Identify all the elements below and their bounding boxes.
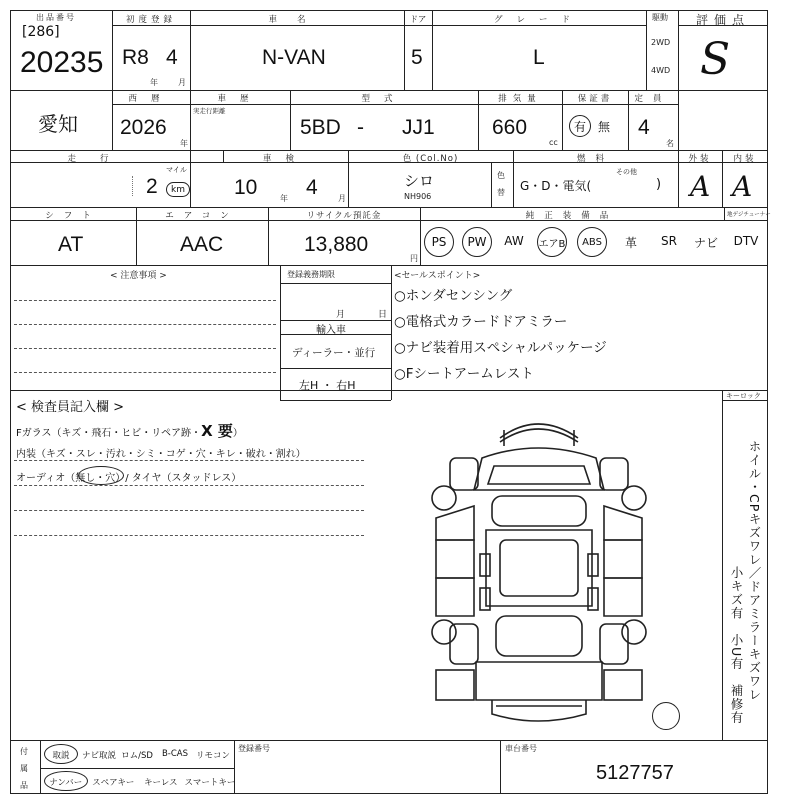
drive-4wd: 4WD bbox=[651, 66, 671, 75]
year-label: 西暦 bbox=[128, 94, 174, 104]
inspection-year-unit: 年 bbox=[280, 194, 288, 203]
car-rear bbox=[476, 662, 602, 721]
header-line bbox=[280, 283, 391, 284]
displacement-label: 排気量 bbox=[498, 94, 542, 104]
accessory-item: ナビ取説 bbox=[81, 751, 116, 761]
accessories-row-2 bbox=[42, 771, 236, 793]
year-value: 2026 bbox=[120, 116, 167, 139]
model-code-dash: - bbox=[357, 116, 364, 139]
score-label: 評価点 bbox=[695, 13, 750, 27]
car-side-right bbox=[600, 458, 642, 700]
door-label: ドア bbox=[409, 15, 427, 25]
model-code-prefix: 5BD bbox=[300, 116, 341, 139]
inspection-year: 10 bbox=[234, 176, 258, 199]
equipment-AW: AW bbox=[504, 234, 524, 248]
notes-bottom bbox=[10, 390, 768, 391]
row4-bottom bbox=[10, 265, 768, 266]
model-name: N-VAN bbox=[262, 46, 326, 69]
car-diagram bbox=[420, 410, 660, 740]
inspector-line3: オーディオ（無し・穴）/ タイヤ（スタッドレス） bbox=[16, 473, 242, 484]
divider bbox=[678, 90, 679, 150]
color-change-1: 色 bbox=[497, 171, 505, 180]
caution-line bbox=[14, 348, 276, 349]
accessory-item: キーレス bbox=[143, 778, 178, 788]
reg-deadline-label: 登録義務期限 bbox=[287, 270, 335, 279]
reg-number-label: 登録番号 bbox=[238, 744, 270, 753]
yen-unit: 円 bbox=[410, 254, 418, 263]
color-value: シロ bbox=[404, 172, 435, 190]
cc-unit: cc bbox=[549, 138, 558, 147]
accessory-circle bbox=[44, 771, 88, 791]
mileage-label: 走行 bbox=[67, 154, 133, 164]
header-line bbox=[280, 368, 391, 369]
model-code-label: 型式 bbox=[361, 94, 407, 104]
import-hand: 左H ・ 右H bbox=[299, 379, 356, 392]
month-unit: 月 bbox=[178, 78, 186, 87]
equipment-label: 純正装備品 bbox=[525, 211, 619, 221]
recycle-label: リサイクル預託金 bbox=[306, 211, 382, 221]
ac-label: エアコン bbox=[165, 211, 239, 221]
row2-bottom bbox=[10, 150, 768, 151]
car-front-body bbox=[474, 448, 604, 490]
lot-code: [286] bbox=[22, 24, 60, 40]
ac-value: AAC bbox=[180, 233, 224, 256]
mileage-value: 2 bbox=[146, 175, 158, 198]
equipment-DTV: DTV bbox=[733, 234, 759, 248]
year-unit: 年 bbox=[150, 78, 158, 87]
inspector-line2: 内装（キズ・スレ・汚れ・シミ・コゲ・穴・キレ・破れ・割れ） bbox=[16, 449, 306, 460]
history-note: 実走行距離 bbox=[193, 107, 226, 115]
row3-bottom bbox=[10, 207, 768, 208]
sales-point: ○電格式カラードドアミラー bbox=[394, 314, 568, 330]
divider bbox=[190, 150, 191, 207]
vertical-notes-2: 小キズ有 小U有 補修有 bbox=[729, 566, 744, 725]
inspector-line bbox=[14, 485, 364, 486]
caution-line bbox=[14, 324, 276, 325]
capacity-unit: 名 bbox=[666, 139, 674, 148]
digital-tv-label: 地デジチューナー bbox=[727, 212, 771, 218]
grade-label: グレード bbox=[493, 15, 584, 25]
capacity-label: 定員 bbox=[634, 94, 672, 104]
caution-label: < 注意事項 > bbox=[110, 271, 167, 281]
color-label: 色 (Col.No) bbox=[402, 154, 459, 164]
footer-top bbox=[10, 740, 768, 741]
equipment-row bbox=[420, 220, 768, 265]
displacement-value: 660 bbox=[492, 116, 528, 139]
accessories-row-1 bbox=[42, 744, 232, 766]
car-cabin bbox=[480, 496, 598, 656]
mileage-unit-mile: マイル bbox=[166, 166, 187, 174]
model-code-suffix: JJ1 bbox=[402, 116, 435, 139]
fglass-close: ） bbox=[232, 428, 243, 439]
interior-value: A bbox=[732, 170, 753, 203]
import-label: 輸入車 bbox=[316, 325, 346, 336]
first-reg-era: R8 bbox=[122, 46, 149, 69]
row1-bottom bbox=[10, 90, 768, 91]
recycle-value: 13,880 bbox=[304, 233, 369, 256]
chassis-label: 車台番号 bbox=[505, 744, 537, 753]
fglass-mark: X 要 bbox=[201, 422, 233, 440]
sales-point: ○ホンダセンシング bbox=[394, 288, 513, 304]
fuel-options: G・D・電気( bbox=[520, 179, 592, 193]
mileage-dots bbox=[22, 176, 133, 196]
divider bbox=[40, 740, 41, 794]
fuel-close: ) bbox=[656, 177, 662, 192]
equipment-革: 革 bbox=[624, 236, 637, 250]
inspector-title: < 検査員記入欄 > bbox=[16, 400, 125, 415]
accessory-item: ナンバー bbox=[49, 778, 83, 788]
fuel-other-label: その他 bbox=[616, 168, 637, 176]
spare-tire-icon bbox=[652, 702, 680, 730]
equipment-PW: PW bbox=[462, 227, 492, 257]
divider bbox=[391, 265, 392, 400]
accessory-item: スマートキー bbox=[184, 778, 236, 788]
accessory-item: リモコン bbox=[195, 751, 230, 761]
equipment-ナビ: ナビ bbox=[693, 236, 718, 250]
acc-label-3: 品 bbox=[20, 781, 28, 790]
sales-point: ○Fシートアームレスト bbox=[394, 366, 534, 382]
footer-line bbox=[40, 768, 234, 769]
lot-label: 出品番号 bbox=[36, 13, 76, 22]
acc-label-2: 属 bbox=[20, 764, 28, 773]
first-reg-month: 4 bbox=[166, 46, 178, 69]
import-dealer: ディーラー・並行 bbox=[292, 347, 376, 359]
inspection-month: 4 bbox=[306, 176, 318, 199]
warranty-label: 保証書 bbox=[577, 94, 613, 104]
divider bbox=[646, 10, 647, 90]
color-change-2: 替 bbox=[497, 188, 505, 197]
inspector-line bbox=[14, 510, 364, 511]
door-count: 5 bbox=[411, 46, 423, 69]
inspector-line bbox=[14, 535, 364, 536]
lot-number: 20235 bbox=[20, 46, 104, 79]
interior-label: 内装 bbox=[733, 154, 757, 164]
equipment-ABS: ABS bbox=[577, 227, 607, 257]
accessory-item: ロム/SD bbox=[121, 751, 153, 761]
inspector-line1 bbox=[16, 420, 243, 441]
inspection-month-unit: 月 bbox=[338, 194, 346, 203]
model-label: 車名 bbox=[268, 15, 326, 25]
color-code: NH906 bbox=[404, 192, 432, 201]
equipment-エアB: エアB bbox=[537, 227, 567, 257]
sales-label: <セールスポイント> bbox=[394, 271, 481, 281]
divider bbox=[722, 390, 723, 740]
fuel-label: 燃料 bbox=[576, 154, 614, 164]
divider bbox=[491, 162, 492, 207]
grade-value: L bbox=[533, 46, 545, 69]
car-side-left bbox=[436, 458, 478, 700]
mileage-unit-km: km bbox=[166, 182, 190, 197]
inspector-line bbox=[14, 460, 364, 461]
fglass-text: Fガラス（キズ・飛石・ヒビ・リペア跡・ bbox=[16, 428, 202, 439]
header-line bbox=[112, 104, 678, 105]
caution-line bbox=[14, 300, 276, 301]
shift-label: シフト bbox=[45, 211, 101, 221]
reg-day: 日 bbox=[378, 310, 388, 320]
drive-label: 駆動 bbox=[652, 13, 668, 22]
car-roof-front bbox=[500, 424, 578, 446]
audio-circle bbox=[78, 466, 124, 485]
drive-2wd: 2WD bbox=[651, 38, 671, 47]
warranty-no: 無 bbox=[598, 120, 611, 134]
year-unit-2: 年 bbox=[180, 139, 188, 148]
chassis-number: 5127757 bbox=[596, 762, 674, 784]
exterior-label: 外装 bbox=[688, 154, 712, 164]
accessory-item: 取説 bbox=[52, 751, 70, 761]
header-line bbox=[280, 400, 391, 401]
divider bbox=[724, 207, 725, 220]
capacity-value: 4 bbox=[638, 116, 650, 139]
caution-line bbox=[14, 372, 276, 373]
shift-value: AT bbox=[58, 233, 84, 256]
first-reg-label: 初度登録 bbox=[125, 15, 176, 25]
divider bbox=[500, 740, 501, 794]
acc-label-1: 付 bbox=[20, 747, 28, 756]
key-lock-label: キーロック bbox=[726, 392, 761, 400]
accessory-item: B-CAS bbox=[161, 749, 189, 759]
accessory-item: スペアキー bbox=[92, 778, 135, 788]
reg-month: 月 bbox=[336, 310, 346, 320]
equipment-SR: SR bbox=[661, 234, 677, 248]
warranty-yes: 有 bbox=[569, 115, 591, 137]
divider bbox=[280, 265, 281, 400]
sales-point: ○ナビ装着用スペシャルパッケージ bbox=[394, 340, 607, 356]
header-line bbox=[112, 25, 646, 26]
accessory-circle bbox=[44, 744, 78, 764]
inspection-label: 車検 bbox=[262, 154, 308, 164]
score-value: S bbox=[700, 34, 731, 85]
vertical-notes-1: ホイル・CPキズワレ／ドアミラーキズワレ bbox=[747, 440, 762, 702]
region: 愛知 bbox=[38, 112, 78, 136]
history-label: 車歴 bbox=[217, 94, 263, 104]
exterior-value: A bbox=[690, 170, 711, 203]
equipment-PS: PS bbox=[424, 227, 454, 257]
